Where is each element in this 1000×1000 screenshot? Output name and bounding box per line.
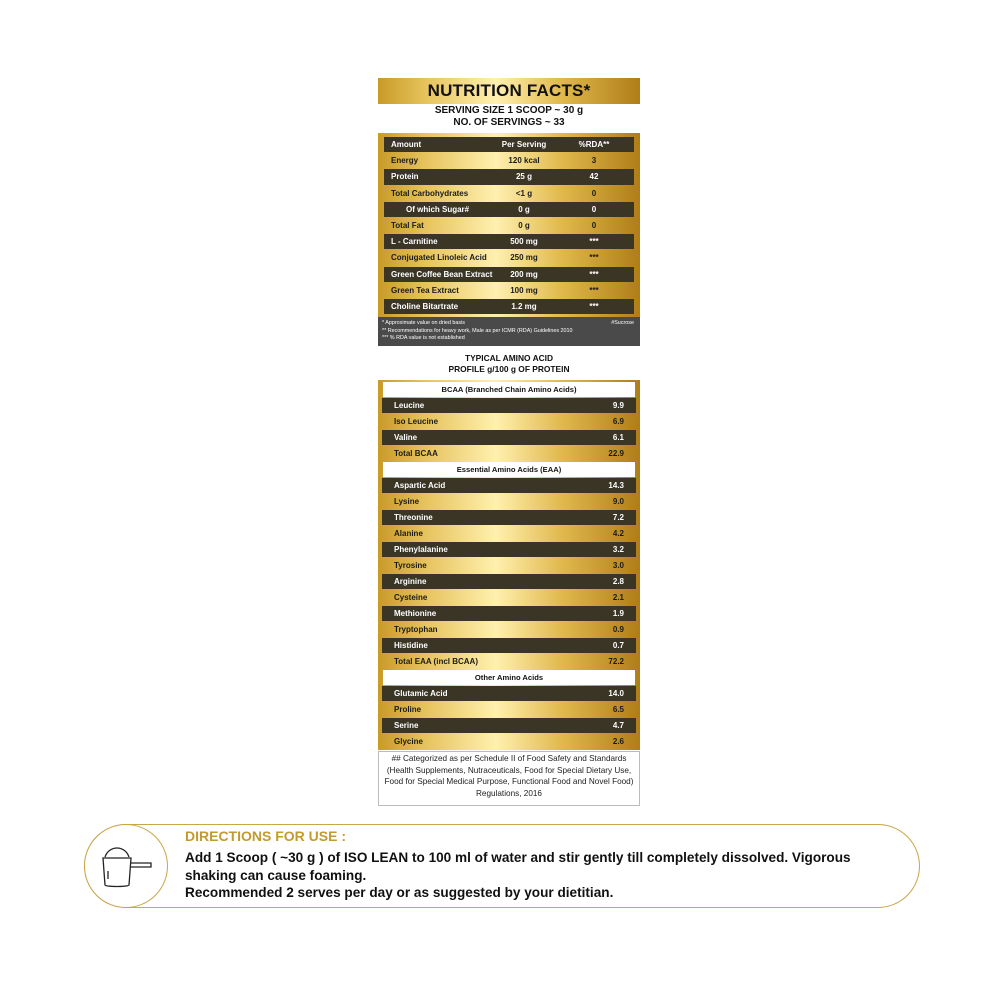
amino-section-title: Other Amino Acids [383, 670, 635, 685]
amino-name: Total EAA (incl BCAA) [394, 657, 478, 666]
nutrient-per-serving: 250 mg [510, 253, 538, 263]
amino-acid-heading [378, 353, 640, 375]
number-of-servings: NO. OF SERVINGS ~ 33 [453, 117, 565, 128]
amino-row [382, 622, 636, 637]
amino-row [382, 398, 636, 413]
nutrition-footnotes [378, 317, 640, 346]
nutrient-rda: 0 [591, 204, 597, 214]
nutrition-row [384, 234, 634, 249]
nutrition-facts-title: NUTRITION FACTS* [378, 78, 640, 104]
nutrition-row [384, 250, 634, 265]
amino-value: 9.9 [612, 401, 624, 410]
amino-row [382, 526, 636, 541]
amino-row [382, 718, 636, 733]
amino-value: 6.5 [612, 705, 624, 714]
directions-line2: Recommended 2 serves per day or as suggested by your dietitian. [185, 885, 614, 901]
amino-name: Valine [394, 433, 418, 442]
amino-name: Iso Leucine [394, 417, 439, 426]
amino-row [382, 574, 636, 589]
nutrient-per-serving: 500 mg [510, 237, 538, 247]
nutrient-name: Energy [391, 156, 419, 166]
nutrient-rda: *** [589, 285, 599, 295]
nutrient-name: Of which Sugar# [406, 204, 470, 214]
nutrient-per-serving: 200 mg [510, 269, 538, 279]
amino-row [382, 430, 636, 445]
directions-title: DIRECTIONS FOR USE : [185, 828, 347, 844]
nutrient-name: Green Coffee Bean Extract [391, 269, 493, 279]
amino-row [382, 590, 636, 605]
nutrient-per-serving: 100 mg [510, 285, 538, 295]
amino-name: Proline [394, 705, 422, 714]
amino-value: 22.9 [608, 449, 624, 458]
sucrose-note: #Sucrose [611, 320, 634, 327]
scoop-icon [99, 841, 155, 891]
amino-row [382, 638, 636, 653]
nutrition-row [384, 218, 634, 233]
amino-name: Leucine [394, 401, 425, 410]
amino-name: Tyrosine [394, 561, 427, 570]
amino-row [382, 606, 636, 621]
amino-value: 2.6 [612, 737, 624, 746]
amino-row [382, 494, 636, 509]
amino-value: 2.1 [612, 593, 624, 602]
amino-name: Aspartic Acid [394, 481, 446, 490]
amino-name: Threonine [394, 513, 433, 522]
amino-name: Serine [394, 721, 419, 730]
serving-size: SERVING SIZE 1 SCOOP ~ 30 g [434, 105, 584, 116]
nutrition-row [384, 267, 634, 282]
nutrition-row [384, 169, 634, 184]
amino-name: Lysine [394, 497, 420, 506]
nutrition-rows [384, 153, 634, 314]
nutrient-rda: *** [589, 253, 599, 263]
header-per-serving: Per Serving [501, 140, 547, 150]
amino-name: Cysteine [394, 593, 428, 602]
amino-section-title: Essential Amino Acids (EAA) [383, 462, 635, 477]
amino-name: Histidine [394, 641, 428, 650]
amino-value: 9.0 [612, 497, 624, 506]
nutrient-per-serving: 0 g [518, 221, 530, 231]
amino-value: 3.2 [612, 545, 624, 554]
amino-value: 0.9 [612, 625, 624, 634]
amino-row [382, 414, 636, 429]
amino-row [382, 702, 636, 717]
amino-name: Tryptophan [394, 625, 438, 634]
amino-name: Glycine [394, 737, 423, 746]
regulation-note: ## Categorized as per Schedule II of Food Safety and Standards (Health Supplements, Nutraceuticals, Food for Special Dietary Use, Food for Special Medical Purpose, Functional Food and Novel Food) Regulations, 2016 [378, 751, 640, 806]
nutrition-row [384, 202, 634, 217]
nutrient-per-serving: 0 g [518, 204, 530, 214]
nutrition-table-header [384, 137, 634, 152]
amino-value: 2.8 [612, 577, 624, 586]
header-rda: %RDA** [578, 140, 610, 150]
directions-body [185, 849, 899, 902]
nutrient-name: L - Carnitine [391, 237, 438, 247]
amino-row [382, 686, 636, 701]
footnote: *** % RDA value is not established [382, 335, 465, 342]
nutrient-per-serving: 1.2 mg [511, 301, 537, 311]
amino-row [382, 510, 636, 525]
nutrient-per-serving: 25 g [515, 172, 532, 182]
amino-row [382, 478, 636, 493]
nutrient-name: Green Tea Extract [391, 285, 459, 295]
nutrient-rda: 3 [591, 156, 597, 166]
nutrition-row [384, 299, 634, 314]
amino-value: 7.2 [612, 513, 624, 522]
amino-row [382, 542, 636, 557]
amino-row [382, 734, 636, 749]
nutrient-rda: 42 [589, 172, 599, 182]
amino-value: 4.2 [612, 529, 624, 538]
nutrition-facts-panel [378, 78, 640, 346]
amino-row [382, 446, 636, 461]
nutrient-per-serving: 120 kcal [508, 156, 540, 166]
nutrient-rda: *** [589, 269, 599, 279]
amino-value: 3.0 [612, 561, 624, 570]
amino-value: 72.2 [608, 657, 624, 666]
amino-value: 6.9 [612, 417, 624, 426]
directions-box [84, 824, 920, 908]
amino-section-title: BCAA (Branched Chain Amino Acids) [383, 382, 635, 397]
amino-heading-line1: TYPICAL AMINO ACID [464, 353, 554, 363]
nutrient-name: Conjugated Linoleic Acid [391, 253, 487, 263]
nutrient-name: Protein [391, 172, 419, 182]
amino-value: 14.3 [608, 481, 624, 490]
scoop-icon-circle [84, 824, 168, 908]
directions-line1: Add 1 Scoop ( ~30 g ) of ISO LEAN to 100 ml of water and stir gently till completely dissolved. Vigorous shaking can cause foaming. [185, 850, 851, 883]
amino-value: 0.7 [612, 641, 624, 650]
amino-name: Alanine [394, 529, 423, 538]
amino-name: Methionine [394, 609, 437, 618]
amino-row [382, 654, 636, 669]
amino-name: Arginine [394, 577, 427, 586]
nutrient-rda: *** [589, 301, 599, 311]
footnote: ** Recommendations for heavy work, Male as per ICMR (RDA) Guidelines 2010 [382, 327, 573, 334]
amino-name: Glutamic Acid [394, 689, 448, 698]
nutrition-row [384, 186, 634, 201]
nutrient-name: Total Carbohydrates [391, 188, 469, 198]
amino-name: Total BCAA [394, 449, 438, 458]
nutrition-row [384, 283, 634, 298]
nutrient-rda: 0 [591, 188, 597, 198]
footnote: * Approximate value on dried basis [382, 320, 466, 327]
nutrient-rda: 0 [591, 221, 597, 231]
nutrition-row [384, 153, 634, 168]
nutrient-rda: *** [589, 237, 599, 247]
nutrition-table [378, 133, 640, 317]
amino-value: 14.0 [608, 689, 624, 698]
amino-name: Phenylalanine [394, 545, 448, 554]
amino-value: 6.1 [612, 433, 624, 442]
header-amount: Amount [391, 140, 422, 150]
amino-value: 1.9 [612, 609, 624, 618]
nutrient-name: Choline Bitartrate [391, 301, 459, 311]
amino-row [382, 558, 636, 573]
amino-heading-line2: PROFILE g/100 g OF PROTEIN [448, 364, 570, 374]
nutrient-per-serving: <1 g [515, 188, 533, 198]
amino-value: 4.7 [612, 721, 624, 730]
nutrient-name: Total Fat [391, 221, 424, 231]
amino-acid-table [378, 380, 640, 750]
